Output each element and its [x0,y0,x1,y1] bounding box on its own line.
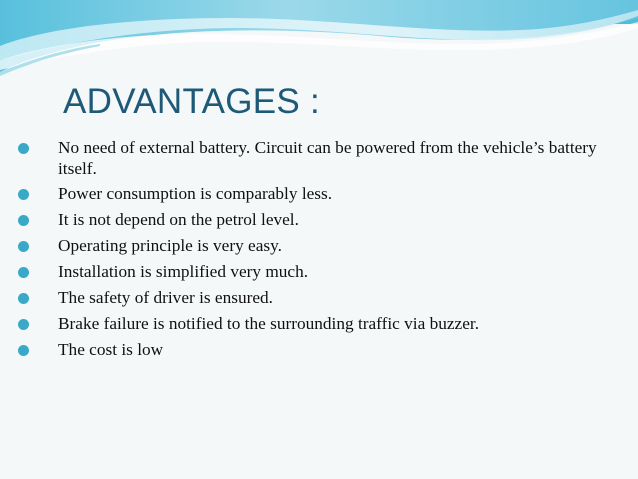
bullet-text: Installation is simplified very much. [58,262,309,282]
bullet-item [14,210,614,231]
bullet-dot-icon [18,215,29,226]
bullet-dot-icon [18,319,29,330]
bullet-text: No need of external battery. Circuit can be powered from the vehicle’s battery itself. [58,138,597,178]
bullet-dot-icon [18,293,29,304]
bullet-text: The cost is low [58,339,164,359]
bullet-item [14,314,614,335]
bullet-text: The safety of driver is ensured. [58,287,273,307]
bullet-item [14,340,614,361]
bullet-dot-icon [18,189,29,200]
slide-title: ADVANTAGES : [63,82,321,121]
bullet-item [14,184,614,205]
bullet-dot-icon [18,345,29,356]
bullet-text: Brake failure is notified to the surrounding traffic via buzzer. [58,313,480,333]
bullet-item [14,262,614,283]
bullet-text: Operating principle is very easy. [58,236,282,256]
wave-header-decoration [0,0,638,80]
bullet-dot-icon [18,267,29,278]
bullet-text: It is not depend on the petrol level. [58,210,299,230]
bullet-dot-icon [18,143,29,154]
bullet-list [14,138,614,366]
bullet-item [14,288,614,309]
bullet-item [14,138,614,179]
bullet-text: Power consumption is comparably less. [58,184,333,204]
bullet-dot-icon [18,241,29,252]
bullet-item [14,236,614,257]
